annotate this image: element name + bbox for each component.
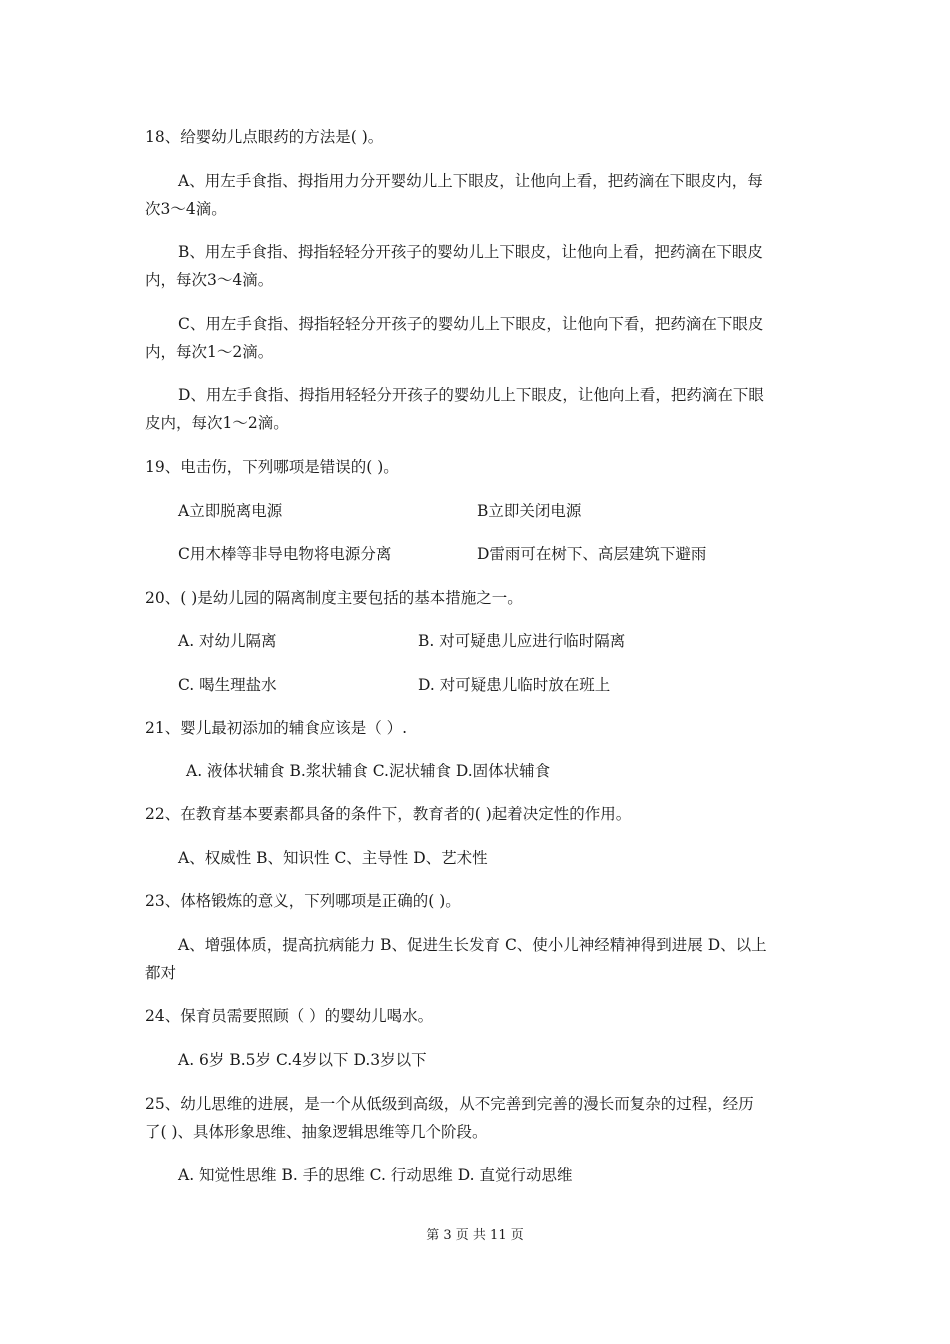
question-19-option-d: D雷雨可在树下、高层建筑下避雨 <box>477 545 707 563</box>
question-19-option-a: A立即脱离电源 <box>178 502 283 520</box>
page-number-footer: 第 3 页 共 11 页 <box>426 1228 524 1243</box>
question-22-stem: 22、在教育基本要素都具备的条件下，教育者的( )起着决定性的作用。 <box>145 805 632 823</box>
question-23-options-line2: 都对 <box>145 964 177 982</box>
question-24-stem: 24、保育员需要照顾（ ）的婴幼儿喝水。 <box>145 1007 434 1025</box>
question-23-stem: 23、体格锻炼的意义，下列哪项是正确的( )。 <box>145 892 461 910</box>
question-25-stem-line1: 25、幼儿思维的进展，是一个从低级到高级，从不完善到完善的漫长而复杂的过程，经历 <box>145 1095 754 1113</box>
question-19-option-b: B立即关闭电源 <box>477 502 582 520</box>
question-21-options: A. 液体状辅食 B.浆状辅食 C.泥状辅食 D.固体状辅食 <box>186 762 551 780</box>
question-20-option-c: C. 喝生理盐水 <box>178 676 277 694</box>
question-22-options: A、权威性 B、知识性 C、主导性 D、艺术性 <box>178 849 488 867</box>
question-25-stem-line2: 了( )、具体形象思维、抽象逻辑思维等几个阶段。 <box>145 1123 488 1141</box>
question-18-option-c-line2: 内，每次1～2滴。 <box>145 343 274 361</box>
question-18-option-b-line1: B、用左手食指、拇指轻轻分开孩子的婴幼儿上下眼皮，让他向上看，把药滴在下眼皮 <box>178 243 763 261</box>
question-18-option-a-line1: A、用左手食指、拇指用力分开婴幼儿上下眼皮，让他向上看，把药滴在下眼皮内，每 <box>178 172 763 190</box>
question-20-stem: 20、( )是幼儿园的隔离制度主要包括的基本措施之一。 <box>145 589 523 607</box>
question-18-option-d-line2: 皮内，每次1～2滴。 <box>145 414 289 432</box>
question-25-options: A. 知觉性思维 B. 手的思维 C. 行动思维 D. 直觉行动思维 <box>178 1166 573 1184</box>
question-18-option-d-line1: D、用左手食指、拇指用轻轻分开孩子的婴幼儿上下眼皮，让他向上看，把药滴在下眼 <box>178 386 764 404</box>
question-20-option-b: B. 对可疑患儿应进行临时隔离 <box>418 632 626 650</box>
question-21-stem: 21、婴儿最初添加的辅食应该是（ ）. <box>145 719 408 737</box>
question-24-options: A. 6岁 B.5岁 C.4岁以下 D.3岁以下 <box>178 1051 427 1069</box>
question-18-option-c-line1: C、用左手食指、拇指轻轻分开孩子的婴幼儿上下眼皮，让他向下看，把药滴在下眼皮 <box>178 315 764 333</box>
question-20-option-d: D. 对可疑患儿临时放在班上 <box>418 676 611 694</box>
question-23-options-line1: A、增强体质，提高抗病能力 B、促进生长发育 C、使小儿神经精神得到进展 D、以上 <box>178 936 767 954</box>
question-19-stem: 19、电击伤，下列哪项是错误的( )。 <box>145 458 399 476</box>
question-18-option-b-line2: 内，每次3～4滴。 <box>145 271 274 289</box>
question-18-option-a-line2: 次3～4滴。 <box>145 200 227 218</box>
question-19-option-c: C用木棒等非导电物将电源分离 <box>178 545 392 563</box>
question-18-stem: 18、给婴幼儿点眼药的方法是( )。 <box>145 128 384 146</box>
question-20-option-a: A. 对幼儿隔离 <box>178 632 277 650</box>
